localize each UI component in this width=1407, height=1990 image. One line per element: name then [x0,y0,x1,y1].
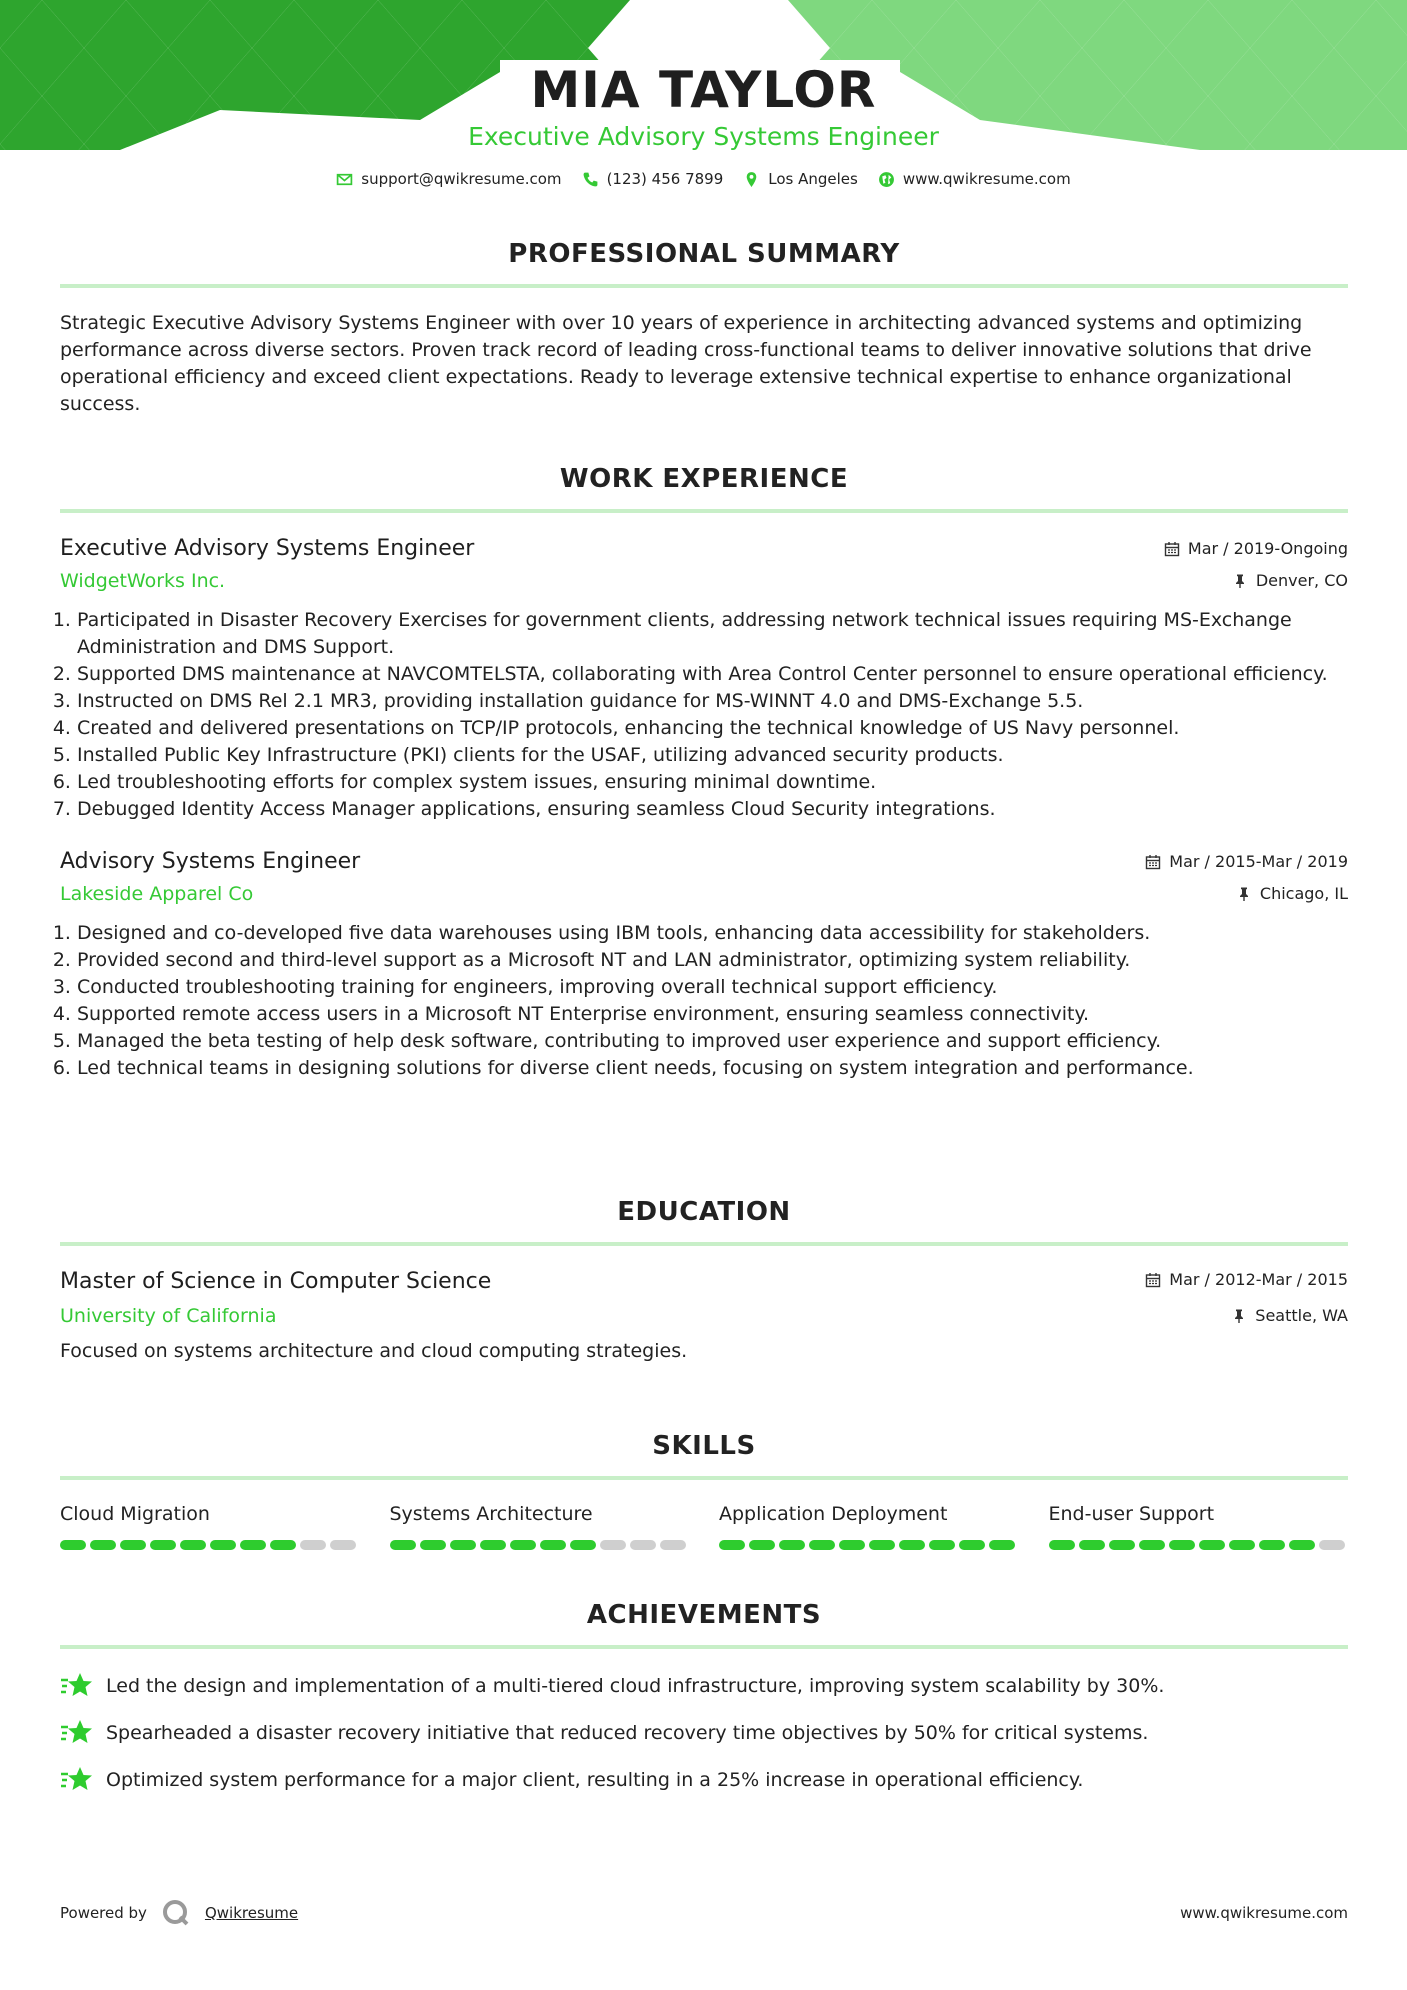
skill-segment-empty [600,1540,626,1550]
achievement-item [60,1765,1348,1795]
skill-segment-empty [330,1540,356,1550]
education-dates [1145,1270,1348,1289]
skill-segment-filled [1079,1540,1105,1550]
qwikresume-logo-icon [161,1898,191,1928]
phone-icon [582,171,599,188]
skill-level-bar [1049,1540,1349,1550]
skill-item [1049,1502,1349,1550]
skills-heading: SKILLS [652,1431,756,1461]
skill-segment-filled [1109,1540,1135,1550]
duty-item: 3. Instructed on DMS Rel 2.1 MR3, providing installation guidance for MS-WINNT 4.0 and DMS-Exchange 5.5. [77,688,1348,715]
email-text: support@qwikresume.com [361,170,562,188]
skill-segment-filled [1199,1540,1225,1550]
summary-section [60,238,1348,418]
education-location [1231,1306,1348,1325]
contact-bar [0,170,1407,188]
skill-segment-filled [1049,1540,1075,1550]
section-divider [60,1242,1348,1246]
achievements-heading: ACHIEVEMENTS [586,1600,822,1630]
qwikresume-link[interactable]: Qwikresume [204,1904,299,1922]
skill-level-bar [390,1540,690,1550]
skill-segment-filled [719,1540,745,1550]
section-divider [60,1645,1348,1649]
summary-heading: PROFESSIONAL SUMMARY [508,239,900,269]
skill-item [390,1502,690,1550]
phone-text: (123) 456 7899 [606,170,724,188]
school-name: University of California [60,1305,277,1327]
pushpin-icon [1236,886,1252,902]
duty-item: 5. Managed the beta testing of help desk software, contributing to improved user experience and support efficiency. [77,1028,1348,1055]
skill-segment-filled [749,1540,775,1550]
duty-item: 3. Conducted troubleshooting training for engineers, improving overall technical support efficiency. [77,974,1348,1001]
powered-by-label: Powered by [60,1904,147,1922]
skill-segment-filled [90,1540,116,1550]
achievement-text: Optimized system performance for a major client, resulting in a 25% increase in operational efficiency. [106,1768,1084,1791]
job-dates-text: Mar / 2015-Mar / 2019 [1169,852,1348,871]
star-icon [60,1671,94,1701]
job-dates [1145,852,1348,871]
skill-segment-filled [480,1540,506,1550]
job-dates [1164,539,1348,558]
skill-level-bar [60,1540,360,1550]
skill-segment-empty [1319,1540,1345,1550]
job-dates-text: Mar / 2019-Ongoing [1187,539,1348,558]
skill-segment-filled [390,1540,416,1550]
skill-segment-filled [510,1540,536,1550]
job-location-text: Denver, CO [1255,571,1348,590]
duty-item: 6. Led troubleshooting efforts for complex system issues, ensuring minimal downtime. [77,769,1348,796]
resume-header [0,0,1407,188]
job-location [1236,884,1348,903]
skill-segment-filled [180,1540,206,1550]
skill-segment-empty [300,1540,326,1550]
experience-heading: WORK EXPERIENCE [559,464,849,494]
section-divider [60,284,1348,288]
skill-segment-filled [809,1540,835,1550]
skill-segment-filled [899,1540,925,1550]
skill-segment-filled [270,1540,296,1550]
section-divider [60,509,1348,513]
duty-item: 2. Provided second and third-level support as a Microsoft NT and LAN administrator, optimizing system reliability. [77,947,1348,974]
achievement-item [60,1718,1348,1748]
contact-location [743,170,858,188]
calendar-icon [1145,854,1161,870]
skills-section [60,1430,1348,1550]
duty-list [60,607,1348,823]
skill-segment-filled [570,1540,596,1550]
education-heading: EDUCATION [617,1197,791,1227]
candidate-title: Executive Advisory Systems Engineer [468,122,939,151]
skill-segment-filled [779,1540,805,1550]
achievements-section [60,1599,1348,1812]
pushpin-icon [1231,1308,1247,1324]
skill-segment-filled [240,1540,266,1550]
skill-segment-filled [1289,1540,1315,1550]
duty-item: 7. Debugged Identity Access Manager applications, ensuring seamless Cloud Security integrations. [77,796,1348,823]
footer-website[interactable]: www.qwikresume.com [1180,1904,1348,1922]
education-location-text: Seattle, WA [1255,1306,1348,1325]
achievement-text: Spearheaded a disaster recovery initiative that reduced recovery time objectives by 50% for critical systems. [106,1721,1149,1744]
skill-segment-filled [420,1540,446,1550]
skill-name: Cloud Migration [60,1503,210,1525]
envelope-icon [336,171,353,188]
achievement-list [60,1671,1348,1795]
skill-segment-filled [839,1540,865,1550]
degree-title: Master of Science in Computer Science [60,1269,492,1294]
skills-list [60,1502,1348,1550]
skill-segment-filled [989,1540,1015,1550]
duty-item: 4. Created and delivered presentations on TCP/IP protocols, enhancing the technical knowledge of US Navy personnel. [77,715,1348,742]
skill-segment-filled [959,1540,985,1550]
skill-segment-empty [660,1540,686,1550]
job-location-text: Chicago, IL [1259,884,1348,903]
contact-phone[interactable] [582,170,724,188]
calendar-icon [1164,541,1180,557]
duty-item: 1. Participated in Disaster Recovery Exercises for government clients, addressing network technical issues requiring MS-Exchange Administration and DMS Support. [77,607,1348,661]
duty-item: 6. Led technical teams in designing solutions for diverse client needs, focusing on system integration and performance. [77,1055,1348,1082]
contact-website[interactable] [878,170,1071,188]
page-footer [60,1898,1348,1928]
experience-section [60,463,1348,1082]
duty-item: 1. Designed and co-developed five data warehouses using IBM tools, enhancing data accessibility for stakeholders. [77,920,1348,947]
calendar-icon [1145,1272,1161,1288]
map-pin-icon [743,171,760,188]
skill-segment-filled [150,1540,176,1550]
star-icon [60,1765,94,1795]
skill-segment-filled [210,1540,236,1550]
website-text: www.qwikresume.com [902,170,1071,188]
candidate-name: MIA TAYLOR [530,61,877,119]
achievement-item [60,1671,1348,1701]
duty-item: 2. Supported DMS maintenance at NAVCOMTELSTA, collaborating with Area Control Center personnel to ensure operational efficiency. [77,661,1348,688]
globe-icon [878,171,895,188]
pushpin-icon [1232,573,1248,589]
skill-name: Systems Architecture [389,1503,593,1525]
skill-item [60,1502,360,1550]
education-entry [60,1268,1348,1365]
duty-item: 4. Supported remote access users in a Microsoft NT Enterprise environment, ensuring seamless connectivity. [77,1001,1348,1028]
skill-segment-filled [1139,1540,1165,1550]
skill-segment-filled [1229,1540,1255,1550]
skill-segment-filled [929,1540,955,1550]
job-title: Executive Advisory Systems Engineer [60,536,475,561]
job-entry [60,848,1348,1082]
location-text: Los Angeles [768,170,858,188]
skill-segment-filled [1169,1540,1195,1550]
skill-segment-filled [450,1540,476,1550]
duty-list [60,920,1348,1082]
skill-segment-filled [120,1540,146,1550]
education-section [60,1196,1348,1365]
company-name: WidgetWorks Inc. [60,570,226,592]
job-location [1232,571,1348,590]
education-description: Focused on systems architecture and cloud computing strategies. [60,1340,688,1362]
skill-segment-empty [630,1540,656,1550]
achievement-text: Led the design and implementation of a multi-tiered cloud infrastructure, improving system scalability by 30%. [106,1674,1165,1697]
contact-email[interactable] [336,170,561,188]
summary-text: Strategic Executive Advisory Systems Engineer with over 10 years of experience in architecting advanced systems and optimizing performance across diverse sectors. Proven track record of leading cross-functional teams to deliver innovative solutions that drive operational efficiency and exceed client expectations. Ready to leverage extensive technical expertise to enhance organizational success. [60,312,1312,415]
skill-segment-filled [869,1540,895,1550]
skill-segment-filled [60,1540,86,1550]
star-icon [60,1718,94,1748]
skill-name: Application Deployment [719,1503,948,1525]
job-entry [60,535,1348,823]
skill-item [719,1502,1019,1550]
company-name: Lakeside Apparel Co [60,883,254,905]
skill-segment-filled [1259,1540,1285,1550]
skill-segment-filled [540,1540,566,1550]
section-divider [60,1476,1348,1480]
skill-level-bar [719,1540,1019,1550]
education-dates-text: Mar / 2012-Mar / 2015 [1169,1270,1348,1289]
duty-item: 5. Installed Public Key Infrastructure (PKI) clients for the USAF, utilizing advanced security products. [77,742,1348,769]
job-title: Advisory Systems Engineer [60,849,361,874]
powered-by [60,1898,298,1928]
skill-name: End-user Support [1048,1503,1215,1525]
